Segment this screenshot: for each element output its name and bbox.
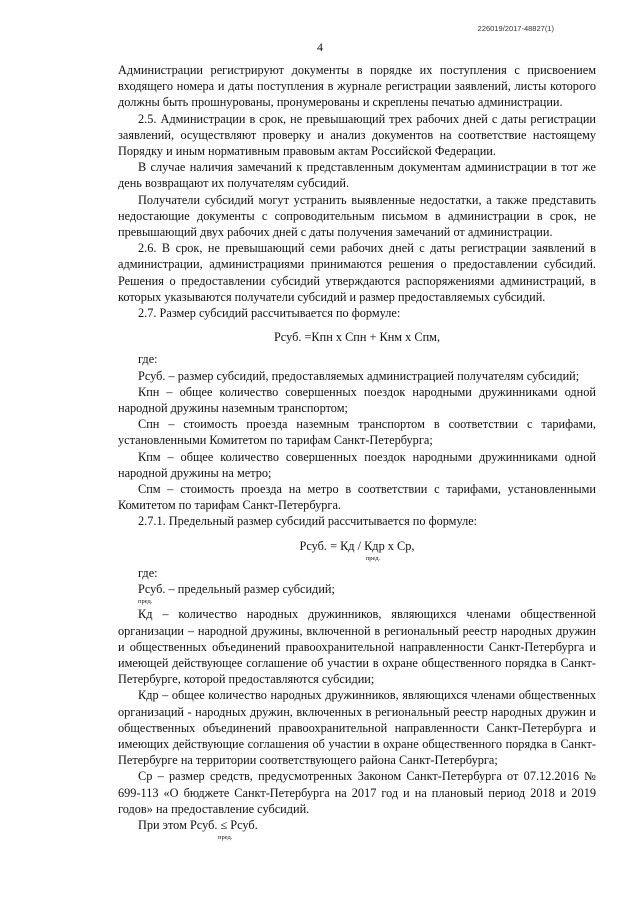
- paragraph: Администрации регистрируют документы в порядке их поступления с присвоением входящего номера и даты поступления в журнале регистрации заявлений, листы которого должны быть прошнурованы, пронумерованы и скреплены печатью администрации.: [118, 63, 596, 110]
- document-body: [118, 62, 596, 842]
- paragraph: 2.5. Администрации в срок, не превышающий трех рабочих дней с даты регистрации заявлений, осуществляют проверку и анализ документов на соответствие настоящему Порядку и иным нормативным правовым актам Российской Федерации.: [118, 111, 596, 159]
- definition: Спн – стоимость проезда наземным транспортом в соответствии с тарифами, установленными Комитетом по тарифам Санкт-Петербурга;: [118, 417, 596, 448]
- formula-subsidy: Рсуб. =Кпн х Спн + Кнм х Спм,: [273, 330, 441, 345]
- paragraph: 2.7.1. Предельный размер субсидий рассчитывается по формуле:: [138, 514, 478, 529]
- definition-subscript: пред.: [138, 598, 153, 606]
- definition: Рсуб. – размер субсидий, предоставляемых администрацией получателям субсидий;: [138, 368, 580, 383]
- formula-max-subsidy: Рсуб. = Кд / Кдр х Ср,: [299, 538, 415, 553]
- definition: Кд – количество народных дружинников, являющихся членами общественной организации – народной дружины, включенной в региональный реестр народных дружин и общественных объединений правоохранительной направленности Санкт-Петербурга и имеющей действующее соглашение об участии в охране общественного порядка в Санкт-Петербурге, которой предоставляются субсидии;: [118, 607, 596, 687]
- definition: Кпн – общее количество совершенных поездок народными дружинниками одной народной дружины наземным транспортом;: [118, 384, 596, 416]
- paragraph: 2.7. Размер субсидий рассчитывается по формуле:: [138, 306, 401, 321]
- definition: Кдр – общее количество народных дружинников, являющихся членами общественных организаций - народных дружин, включенных в региональный реестр народных дружин и общественных объединений правоохранительной направленности Санкт-Петербурга и имеющих действующие соглашения об участии в охране общественного порядка в Санкт-Петербурге на территории соответствующего района Санкт-Петербурга;: [118, 688, 596, 768]
- document-id: 226019/2017-48827(1): [477, 24, 554, 33]
- paragraph: Получатели субсидий могут устранить выявленные недостатки, а также представить недостающие документы с сопроводительным письмом в администрации в срок, не превышающий двух рабочих дней с даты получения замечаний от администрации.: [118, 192, 596, 240]
- definition: Спм – стоимость проезда на метро в соответствии с тарифами, установленными Комитетом по тарифам Санкт-Петербурга.: [118, 482, 596, 513]
- where-label: где:: [138, 565, 158, 580]
- definition: Рсуб. – предельный размер субсидий;: [138, 582, 335, 597]
- paragraph: В случае наличия замечаний к представленным документам администрации в тот же день возвращают их получателям субсидий.: [118, 160, 596, 191]
- page-number: 4: [317, 40, 323, 54]
- formula-subscript: пред.: [218, 834, 233, 842]
- definition: Ср – размер средств, предусмотренных Законом Санкт-Петербурга от 07.12.2016 № 699-113 «О бюджете Санкт-Петербурга на 2017 год и на плановый период 2018 и 2019 годов» на предоставление субсидий.: [118, 769, 596, 816]
- where-label: где:: [138, 352, 158, 367]
- paragraph: При этом Рсуб. ≤ Рсуб.: [138, 817, 258, 832]
- definition: Кпм – общее количество совершенных поездок народными дружинниками одной народной дружины на метро;: [118, 449, 596, 480]
- formula-subscript: пред.: [365, 554, 381, 562]
- paragraph: 2.6. В срок, не превышающий семи рабочих дней с даты регистрации заявлений в администрации, администрациями принимаются решения о предоставлении субсидий. Решения о предоставлении субсидий утверждаются распоряжениями администраций, в которых указываются получатели субсидий и размер предоставляемых субсидий.: [118, 241, 596, 304]
